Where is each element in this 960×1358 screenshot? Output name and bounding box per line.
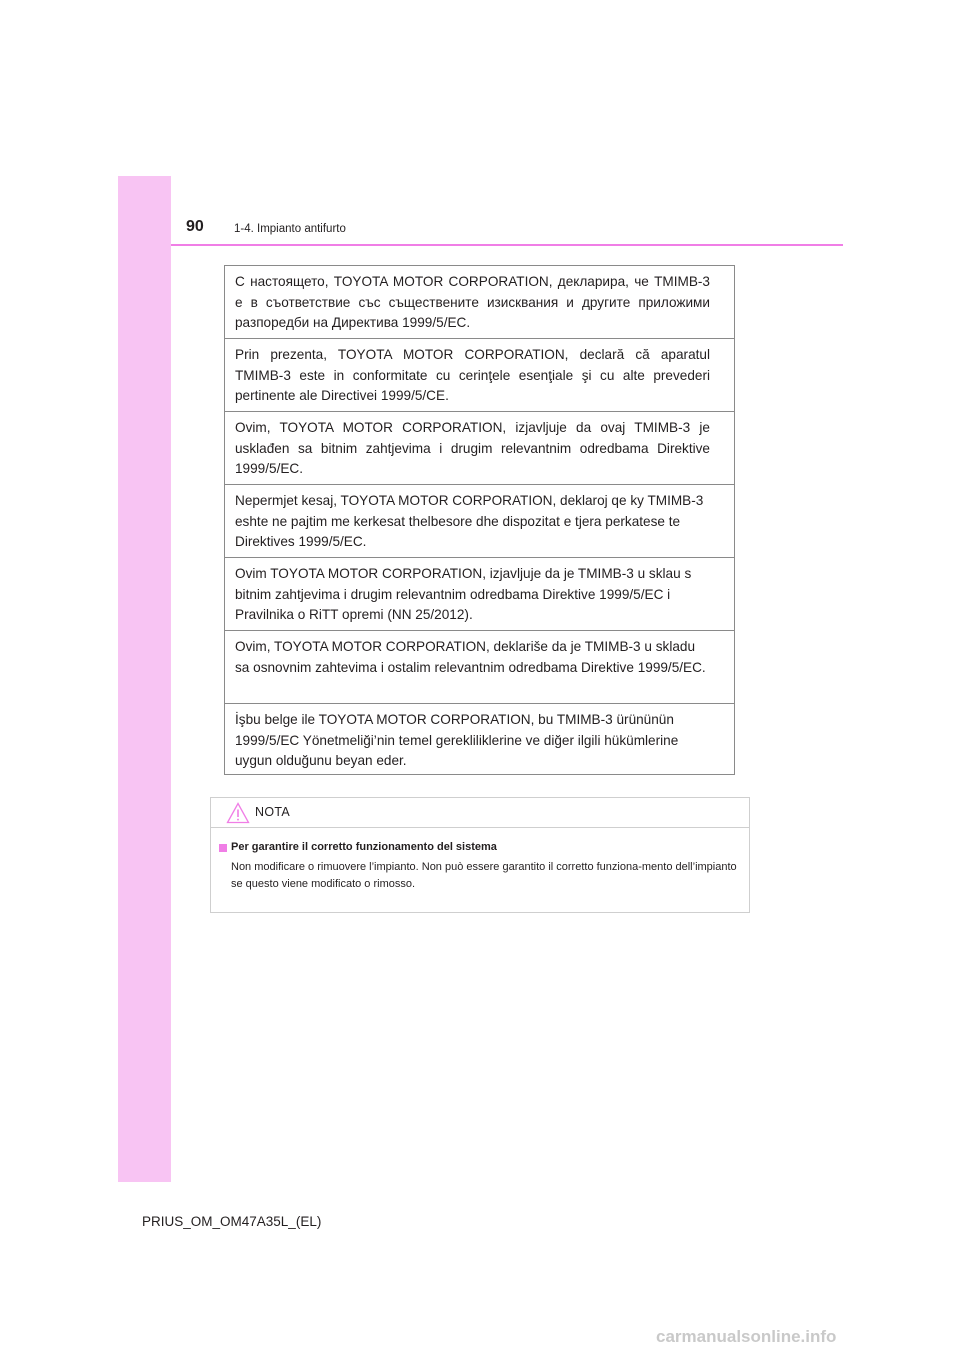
declaration-text: Prin prezenta, TOYOTA MOTOR CORPORATION, declară că aparatul TMIMB-3 este in conformitate cu cerinţele esenţiale şi cu alte prevederi pertinente ale Directivei 1999/5/CE. — [235, 347, 710, 403]
watermark: carmanualsonline.info — [656, 1327, 837, 1346]
declaration-row-croatian — [225, 558, 734, 631]
header-rule — [171, 244, 843, 246]
declaration-text: С настоящето, TOYOTA MOTOR CORPORATION, декларира, че TMIMB-3 е в съответствие със съществените изисквания и другите приложими разпоредби на Директива 1999/5/ЕС. — [235, 274, 710, 330]
nota-header — [211, 798, 749, 828]
nota-body: Non modificare o rimuovere l’impianto. Non può essere garantito il corretto funziona-mento dell’impianto se questo viene modificato o rimosso. — [231, 861, 737, 890]
document-code: PRIUS_OM_OM47A35L_(EL) — [142, 1214, 322, 1229]
declaration-row-turkish — [225, 704, 734, 777]
declaration-row-bosnian — [225, 412, 734, 485]
page-number: 90 — [186, 218, 204, 235]
bullet-square-icon — [219, 844, 227, 852]
nota-label: NOTA — [255, 805, 290, 819]
declaration-text: Ovim, TOYOTA MOTOR CORPORATION, deklariše da je TMIMB-3 u skladu sa osnovnim zahtevima i ostalim relevantnim odredbama Direktive 1999/5/EC. — [235, 639, 706, 675]
section-title: 1-4. Impianto antifurto — [234, 223, 346, 235]
declaration-row-albanian — [225, 485, 734, 558]
declarations-table — [224, 265, 735, 775]
declaration-row-bulgarian — [225, 266, 734, 339]
declaration-text: İşbu belge ile TOYOTA MOTOR CORPORATION, bu TMIMB-3 ürününün 1999/5/EC Yönetmeliği’nin temel gerekliliklerine ve diğer ilgili hükümlerine uygun olduğunu beyan eder. — [235, 712, 679, 768]
declaration-text: Ovim, TOYOTA MOTOR CORPORATION, izjavljuje da ovaj TMIMB-3 je usklađen sa bitnim zahtjevima i drugim relevantnim odredbama Direktive 1999/5/EC. — [235, 420, 710, 476]
declaration-row-romanian — [225, 339, 734, 412]
nota-subheading: Per garantire il corretto funzionamento del sistema — [231, 841, 497, 853]
declaration-row-serbian — [225, 631, 734, 704]
nota-box — [210, 797, 750, 913]
warning-triangle-icon — [226, 802, 250, 824]
declaration-text: Ovim TOYOTA MOTOR CORPORATION, izjavljuje da je TMIMB-3 u sklau s bitnim zahtjevima i drugim relevantnim odredbama Direktive 1999/5/EC i Pravilnika o RiTT opremi (NN 25/2012). — [235, 566, 692, 622]
side-tab — [118, 176, 171, 1182]
declaration-text: Nepermjet kesaj, TOYOTA MOTOR CORPORATION, deklaroj qe ky TMIMB-3 eshte ne pajtim me kerkesat thelbesore dhe dispozitat e tjera perkatese te Direktives 1999/5/EC. — [235, 493, 704, 549]
